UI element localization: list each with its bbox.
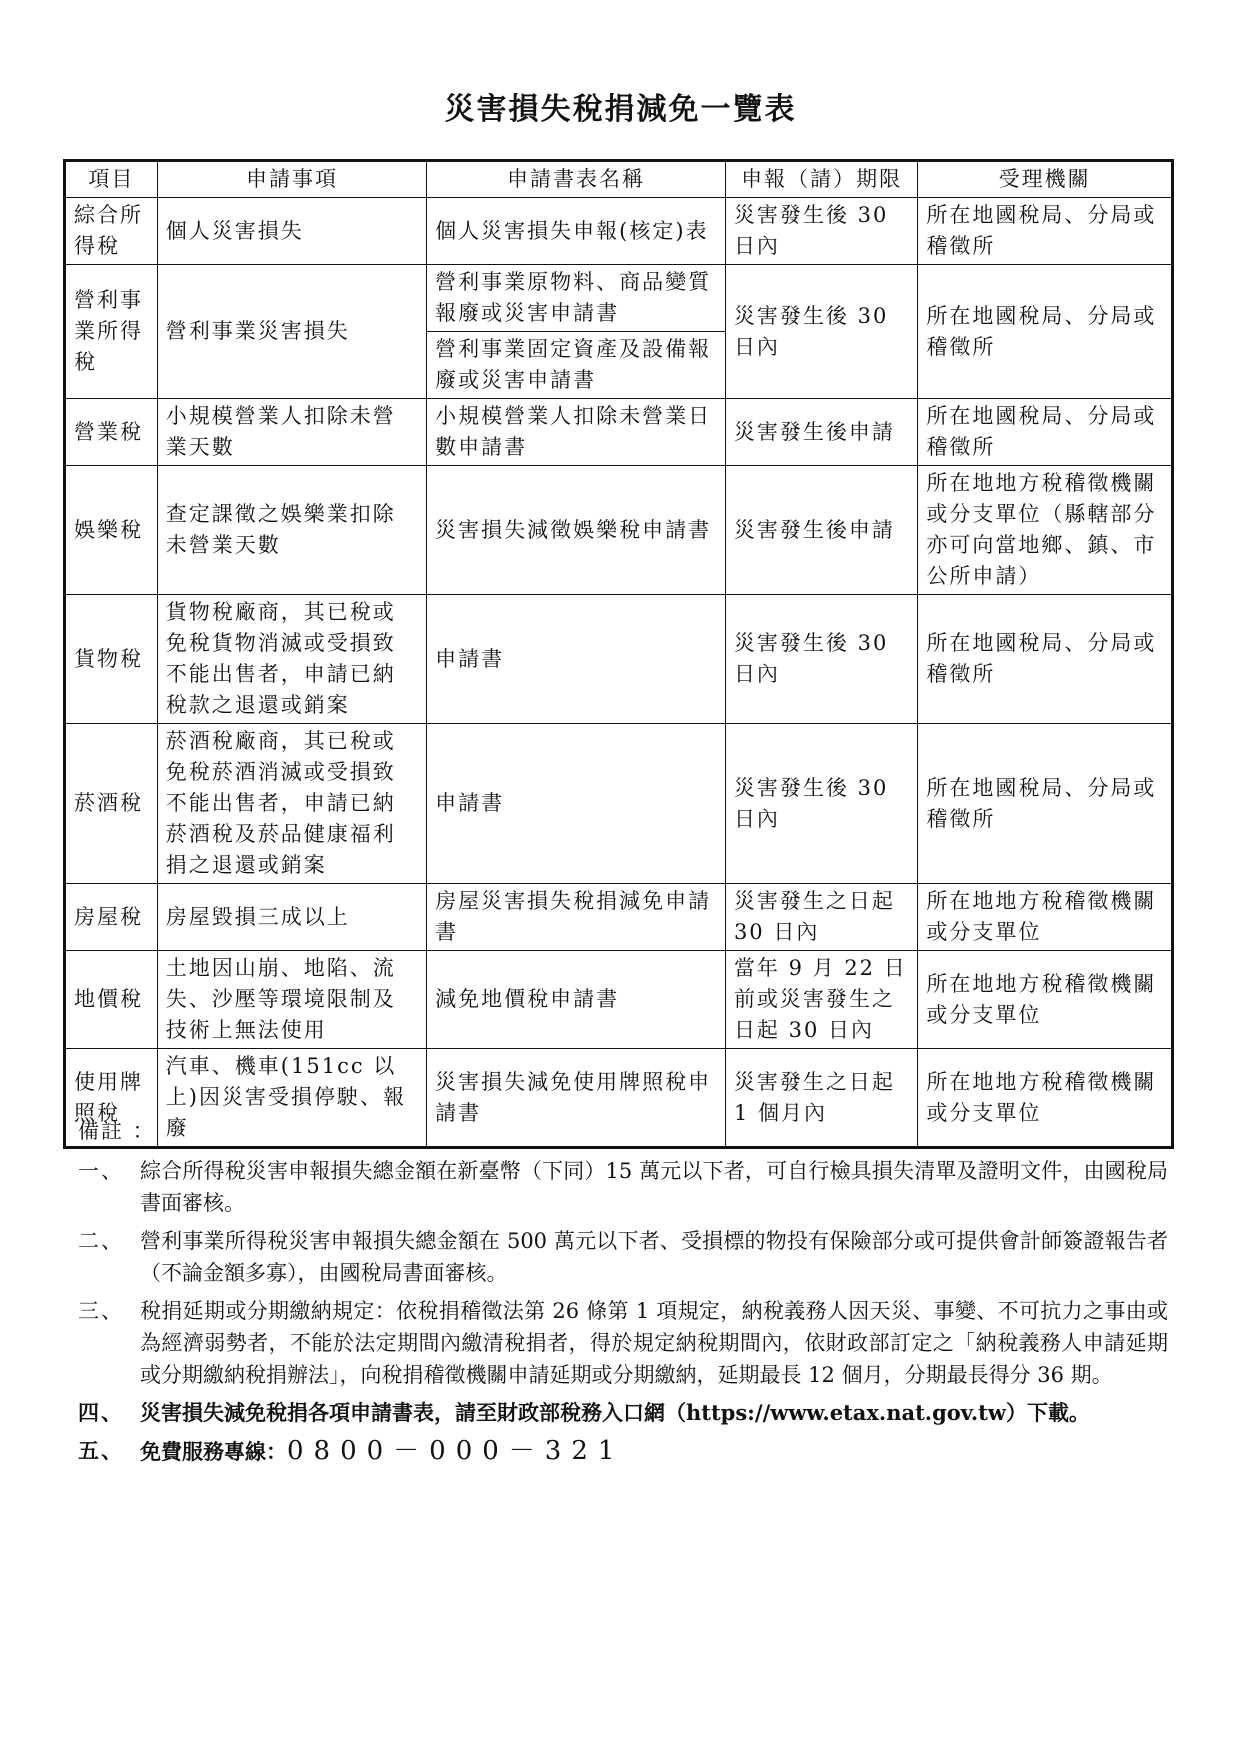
row-form: 申請書 bbox=[427, 595, 726, 724]
hotline-label: 免費服務專線： bbox=[140, 1439, 287, 1464]
row-agency: 所在地地方稅稽徵機關或分支單位（縣轄部分亦可向當地鄉、鎮、市公所申請） bbox=[918, 466, 1173, 595]
table-row bbox=[65, 595, 1173, 724]
row-deadline: 災害發生後申請 bbox=[725, 466, 917, 595]
row-agency: 所在地國稅局、分局或稽徵所 bbox=[918, 198, 1173, 265]
table-row bbox=[65, 265, 1173, 332]
row-matter: 個人災害損失 bbox=[157, 198, 426, 265]
note-text: 營利事業所得稅災害申報損失總金額在 500 萬元以下者、受損標的物投有保險部分或可提供會計師簽證報告者（不論金額多寡），由國稅局書面審核。 bbox=[140, 1229, 1168, 1285]
row-deadline: 災害發生後 30 日內 bbox=[725, 265, 917, 399]
row-item: 娛樂稅 bbox=[65, 466, 158, 595]
hotline-line bbox=[140, 1435, 1168, 1468]
table-row bbox=[65, 466, 1173, 595]
row-form: 災害損失減徵娛樂稅申請書 bbox=[427, 466, 726, 595]
table-row bbox=[65, 884, 1173, 951]
note-item bbox=[78, 1295, 1168, 1391]
header-item: 項目 bbox=[65, 161, 158, 198]
row-item: 房屋稅 bbox=[65, 884, 158, 951]
row-item: 菸酒稅 bbox=[65, 724, 158, 884]
header-matter: 申請事項 bbox=[157, 161, 426, 198]
row-item: 貨物稅 bbox=[65, 595, 158, 724]
table-row bbox=[65, 724, 1173, 884]
row-item: 營利事業所得稅 bbox=[65, 265, 158, 399]
note-number: 四、 bbox=[78, 1400, 124, 1425]
note-number: 二、 bbox=[78, 1229, 124, 1253]
row-matter: 土地因山崩、地陷、流失、沙壓等環境限制及技術上無法使用 bbox=[157, 951, 426, 1049]
row-matter: 查定課徵之娛樂業扣除未營業天數 bbox=[157, 466, 426, 595]
table-row bbox=[65, 198, 1173, 265]
page-title: 災害損失稅捐減免一覽表 bbox=[444, 92, 797, 127]
row-deadline: 災害發生後 30 日內 bbox=[725, 198, 917, 265]
row-item: 使用牌照稅 bbox=[65, 1049, 158, 1148]
row-matter: 小規模營業人扣除未營業天數 bbox=[157, 399, 426, 466]
note-text: 綜合所得稅災害申報損失總金額在新臺幣（下同）15 萬元以下者，可自行檢具損失清單及證明文件，由國稅局書面審核。 bbox=[140, 1159, 1168, 1215]
row-form: 個人災害損失申報(核定)表 bbox=[427, 198, 726, 265]
row-agency: 所在地地方稅稽徵機關或分支單位 bbox=[918, 951, 1173, 1049]
row-agency: 所在地國稅局、分局或稽徵所 bbox=[918, 265, 1173, 399]
table-row bbox=[65, 399, 1173, 466]
note-item bbox=[78, 1155, 1168, 1219]
row-matter: 汽車、機車(151cc 以上)因災害受損停駛、報廢 bbox=[157, 1049, 426, 1148]
row-form: 減免地價稅申請書 bbox=[427, 951, 726, 1049]
row-form: 營利事業原物料、商品變質報廢或災害申請書 bbox=[427, 265, 726, 332]
row-agency: 所在地國稅局、分局或稽徵所 bbox=[918, 595, 1173, 724]
row-deadline: 災害發生後 30 日內 bbox=[725, 724, 917, 884]
notes-section bbox=[78, 1115, 1168, 1474]
table-row bbox=[65, 951, 1173, 1049]
row-matter: 菸酒稅廠商，其已稅或免稅菸酒消滅或受損致不能出售者，申請已納菸酒稅及菸品健康福利捐之退還或銷案 bbox=[157, 724, 426, 884]
note-hotline bbox=[78, 1435, 1168, 1468]
row-agency: 所在地國稅局、分局或稽徵所 bbox=[918, 399, 1173, 466]
row-deadline: 災害發生後申請 bbox=[725, 399, 917, 466]
hotline-number: 0800－000－321 bbox=[287, 1436, 625, 1466]
row-deadline: 當年 9 月 22 日前或災害發生之日起 30 日內 bbox=[725, 951, 917, 1049]
row-form: 小規模營業人扣除未營業日數申請書 bbox=[427, 399, 726, 466]
row-form: 申請書 bbox=[427, 724, 726, 884]
note-number: 一、 bbox=[78, 1159, 124, 1183]
row-matter: 營利事業災害損失 bbox=[157, 265, 426, 399]
note-text: 稅捐延期或分期繳納規定：依稅捐稽徵法第 26 條第 1 項規定，納稅義務人因天災、事變、不可抗力之事由或為經濟弱勢者，不能於法定期間內繳清稅捐者，得於規定納稅期間內，依財政部訂定之「納稅義務人申請延期或分期繳納稅捐辦法」，向稅捐稽徵機關申請延期或分期繳納，延期最長 12 個月，分期最長得分 36 期。 bbox=[140, 1299, 1168, 1387]
row-item: 營業稅 bbox=[65, 399, 158, 466]
table-header-row bbox=[65, 161, 1173, 198]
row-agency: 所在地國稅局、分局或稽徵所 bbox=[918, 724, 1173, 884]
header-forms: 申請書表名稱 bbox=[427, 161, 726, 198]
row-item: 地價稅 bbox=[65, 951, 158, 1049]
row-matter: 房屋毀損三成以上 bbox=[157, 884, 426, 951]
note-item bbox=[78, 1397, 1168, 1429]
header-deadline: 申報（請）期限 bbox=[725, 161, 917, 198]
row-deadline: 災害發生之日起 30 日內 bbox=[725, 884, 917, 951]
row-form: 房屋災害損失稅捐減免申請書 bbox=[427, 884, 726, 951]
note-item bbox=[78, 1225, 1168, 1289]
row-agency: 所在地地方稅稽徵機關或分支單位 bbox=[918, 1049, 1173, 1148]
row-form: 營利事業固定資產及設備報廢或災害申請書 bbox=[427, 332, 726, 399]
row-matter: 貨物稅廠商，其已稅或免稅貨物消滅或受損致不能出售者，申請已納稅款之退還或銷案 bbox=[157, 595, 426, 724]
note-number: 五、 bbox=[78, 1438, 124, 1463]
row-deadline: 災害發生後 30 日內 bbox=[725, 595, 917, 724]
row-agency: 所在地地方稅稽徵機關或分支單位 bbox=[918, 884, 1173, 951]
header-agency: 受理機關 bbox=[918, 161, 1173, 198]
note-text-download: 災害損失減免稅捐各項申請書表，請至財政部稅務入口網（https://www.etax.nat.gov.tw）下載。 bbox=[140, 1400, 1090, 1425]
row-form: 災害損失減免使用牌照稅申請書 bbox=[427, 1049, 726, 1148]
tax-relief-table bbox=[63, 159, 1174, 1149]
row-deadline: 災害發生之日起 1 個月內 bbox=[725, 1049, 917, 1148]
notes-label: 備註 ： bbox=[78, 1119, 156, 1143]
note-number: 三、 bbox=[78, 1299, 124, 1323]
row-item: 綜合所得稅 bbox=[65, 198, 158, 265]
